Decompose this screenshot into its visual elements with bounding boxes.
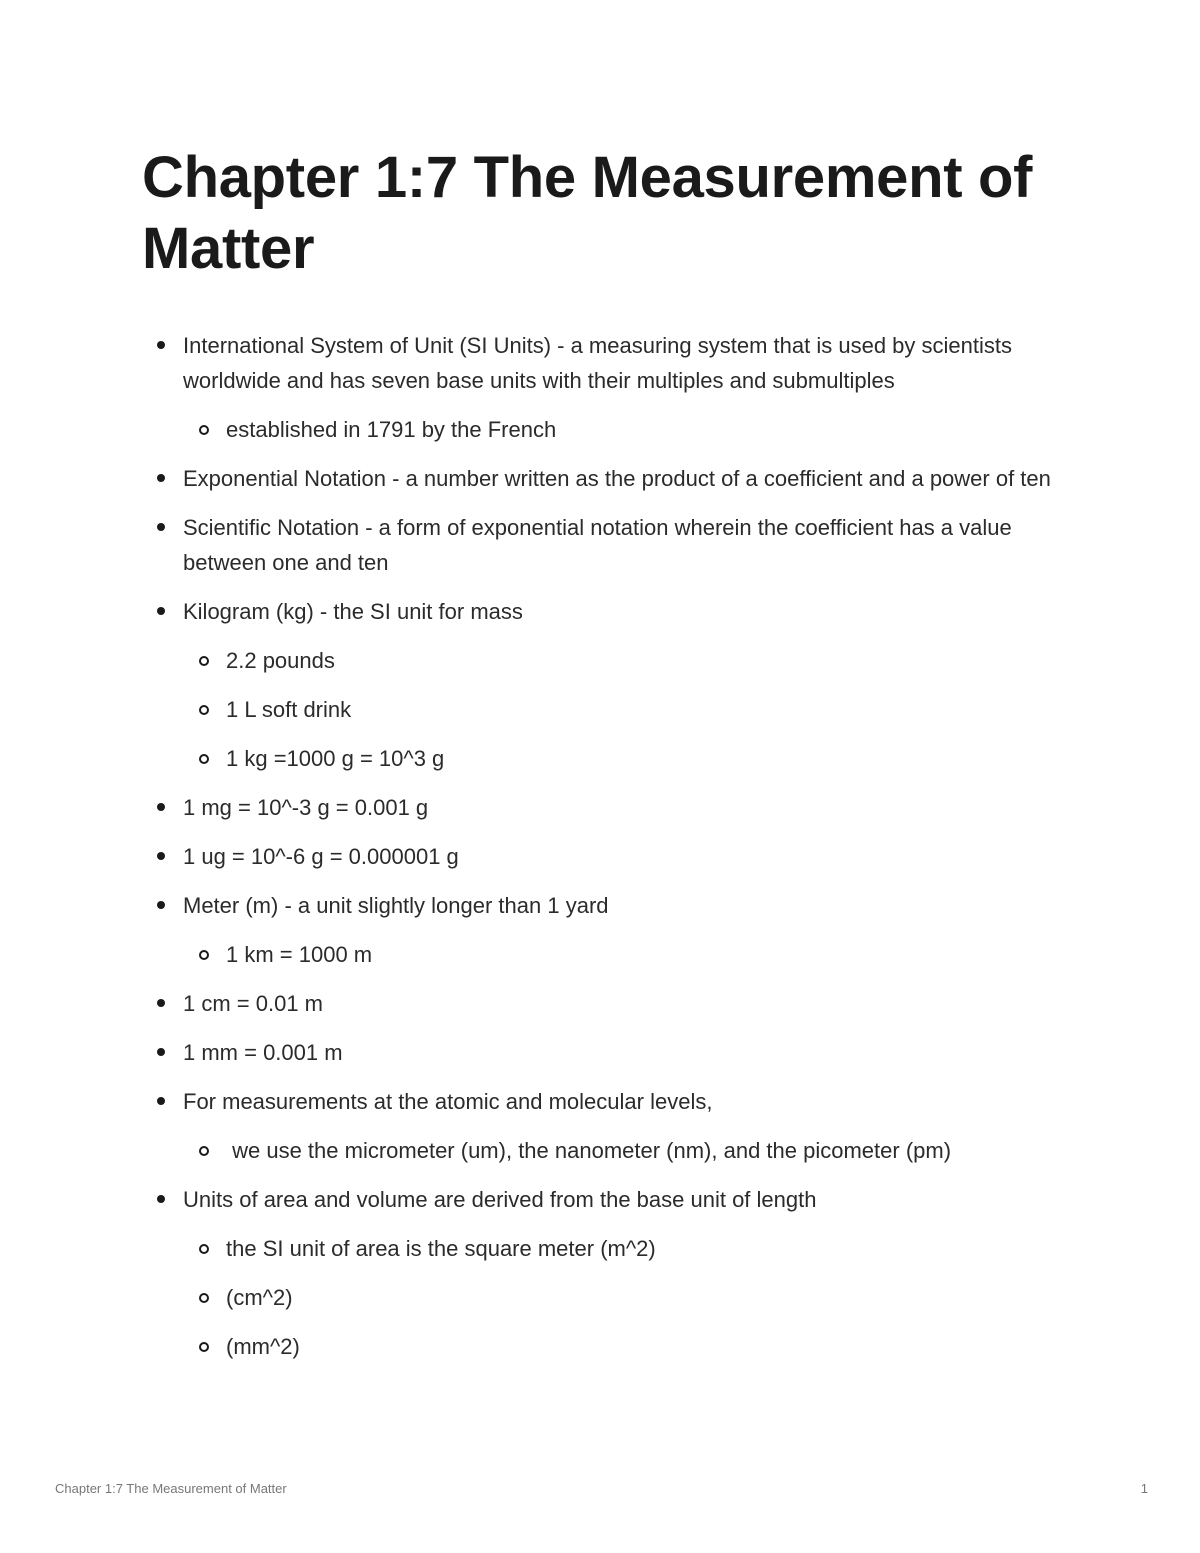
list-item [142, 461, 1072, 496]
sub-list-item-text: 1 L soft drink [226, 697, 352, 722]
list-item [142, 888, 1072, 923]
sub-list-item-text: 2.2 pounds [226, 648, 335, 673]
notes-list [142, 328, 1072, 1378]
list-item-text: 1 ug = 10^-6 g = 0.000001 g [183, 844, 459, 869]
sub-list-item [142, 643, 1072, 678]
filled-bullet-icon [157, 852, 165, 860]
filled-bullet-icon [157, 607, 165, 615]
page-number: 1 [1140, 1481, 1148, 1496]
list-item-text: Scientific Notation - a form of exponential notation wherein the coefficient has a value between one and ten [183, 515, 1012, 575]
page-title: Chapter 1:7 The Measurement of Matter [142, 145, 1033, 281]
list-item [142, 328, 1072, 398]
list-item [142, 594, 1072, 629]
list-item-text: 1 mg = 10^-3 g = 0.001 g [183, 795, 429, 820]
filled-bullet-icon [157, 999, 165, 1007]
hollow-bullet-icon [199, 425, 209, 435]
list-item-text: International System of Unit (SI Units) - a measuring system that is used by scientists worldwide and has seven base units with their multiples and submultiples [183, 333, 1012, 393]
sub-list-item-text: 1 kg =1000 g = 10^3 g [226, 746, 445, 771]
list-item [142, 839, 1072, 874]
hollow-bullet-icon [199, 754, 209, 764]
list-item-text: 1 cm = 0.01 m [183, 991, 324, 1016]
sub-list-item [142, 692, 1072, 727]
filled-bullet-icon [157, 523, 165, 531]
sub-list-item-text: established in 1791 by the French [226, 417, 557, 442]
sub-list-item-text: we use the micrometer (um), the nanometer (nm), and the picometer (pm) [226, 1138, 952, 1163]
hollow-bullet-icon [199, 1342, 209, 1352]
list-item [142, 1084, 1072, 1119]
sub-list-item-text: (cm^2) [226, 1285, 293, 1310]
list-item-text: 1 mm = 0.001 m [183, 1040, 343, 1065]
list-item-text: Meter (m) - a unit slightly longer than 1 yard [183, 893, 609, 918]
hollow-bullet-icon [199, 656, 209, 666]
filled-bullet-icon [157, 474, 165, 482]
filled-bullet-icon [157, 1048, 165, 1056]
list-item-text: Exponential Notation - a number written as the product of a coefficient and a power of ten [183, 466, 1051, 491]
list-item-text: For measurements at the atomic and molecular levels, [183, 1089, 713, 1114]
sub-list-item [142, 937, 1072, 972]
sub-list-item [142, 1329, 1072, 1364]
filled-bullet-icon [157, 901, 165, 909]
hollow-bullet-icon [199, 1293, 209, 1303]
hollow-bullet-icon [199, 950, 209, 960]
footer-title: Chapter 1:7 The Measurement of Matter [55, 1481, 287, 1496]
list-item-text: Units of area and volume are derived from the base unit of length [183, 1187, 817, 1212]
list-item [142, 1035, 1072, 1070]
hollow-bullet-icon [199, 1146, 209, 1156]
list-item [142, 986, 1072, 1021]
list-item [142, 510, 1072, 580]
list-item-text: Kilogram (kg) - the SI unit for mass [183, 599, 523, 624]
list-item [142, 790, 1072, 825]
page-footer [55, 1481, 1148, 1501]
sub-list-item [142, 1280, 1072, 1315]
sub-list-item-text: (mm^2) [226, 1334, 300, 1359]
filled-bullet-icon [157, 1097, 165, 1105]
filled-bullet-icon [157, 341, 165, 349]
list-item [142, 1182, 1072, 1217]
sub-list-item [142, 1133, 1072, 1168]
sub-list-item-text: 1 km = 1000 m [226, 942, 373, 967]
filled-bullet-icon [157, 1195, 165, 1203]
sub-list-item [142, 412, 1072, 447]
hollow-bullet-icon [199, 705, 209, 715]
sub-list-item [142, 741, 1072, 776]
sub-list-item [142, 1231, 1072, 1266]
filled-bullet-icon [157, 803, 165, 811]
hollow-bullet-icon [199, 1244, 209, 1254]
sub-list-item-text: the SI unit of area is the square meter (m^2) [226, 1236, 656, 1261]
